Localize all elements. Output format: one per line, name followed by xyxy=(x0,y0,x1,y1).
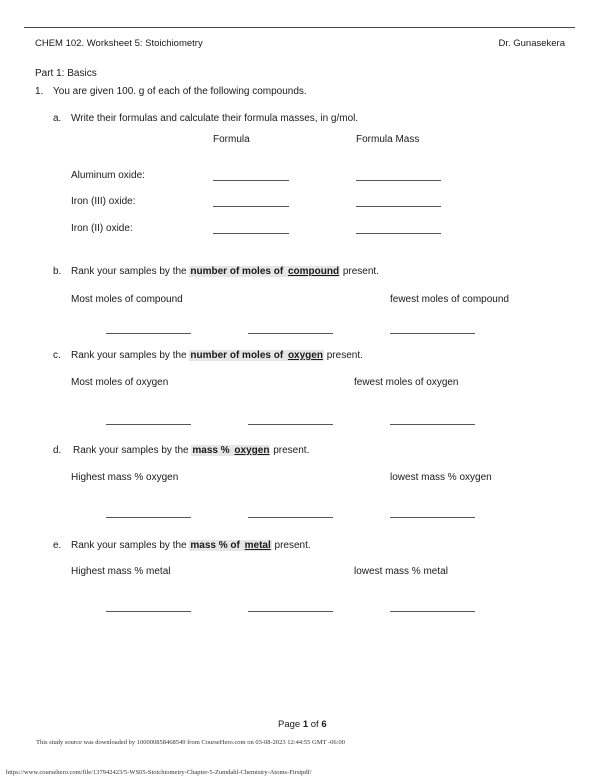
qe-left-label: Highest mass % metal xyxy=(71,566,171,577)
col-mass-header: Formula Mass xyxy=(356,134,420,145)
qc-text xyxy=(71,350,363,361)
qe-label: e. xyxy=(53,540,62,551)
formula-blank-2[interactable] xyxy=(213,206,289,207)
qd-left-label: Highest mass % oxygen xyxy=(71,472,179,483)
qa-text: Write their formulas and calculate their formula masses, in g/mol. xyxy=(71,113,359,124)
qd-rank-blank-1[interactable] xyxy=(106,517,191,518)
qb-pre: Rank your samples by the xyxy=(71,266,190,277)
page-number xyxy=(278,719,327,730)
qd-rank-blank-3[interactable] xyxy=(390,517,475,518)
qa-label: a. xyxy=(53,113,62,124)
source-url[interactable]: https://www.coursehero.com/file/137942423/5-WS05-Stoichiometry-Chapter-5-Zumdahl-Chemistry-Atoms-Firstpdf/ xyxy=(6,769,312,776)
download-notice: This study source was downloaded by 100000858468549 from CourseHero.com on 03-08-2023 12:44:55 GMT -06:00 xyxy=(36,739,345,746)
page-total: 6 xyxy=(321,719,327,730)
qc-rank-blank-3[interactable] xyxy=(390,424,475,425)
qc-post: present. xyxy=(323,350,363,361)
qd-rank-blank-2[interactable] xyxy=(248,517,333,518)
formula-blank-3[interactable] xyxy=(213,233,289,234)
qc-emphasis: number of moles of xyxy=(190,350,286,361)
row-label-iron-ii-oxide: Iron (II) oxide: xyxy=(71,223,133,234)
qe-emphasis: mass % of xyxy=(190,540,243,551)
qc-left-label: Most moles of oxygen xyxy=(71,377,169,388)
row-label-iron-iii-oxide: Iron (III) oxide: xyxy=(71,196,136,207)
formula-blank-1[interactable] xyxy=(213,180,289,181)
qb-emphasis: number of moles of xyxy=(190,266,286,277)
row-label-aluminum-oxide: Aluminum oxide: xyxy=(71,170,145,181)
qc-right-label: fewest moles of oxygen xyxy=(354,377,459,388)
qe-right-label: lowest mass % metal xyxy=(354,566,448,577)
qe-pre: Rank your samples by the xyxy=(71,540,190,551)
qd-emphasis-underlined: oxygen xyxy=(234,445,270,456)
qe-rank-blank-1[interactable] xyxy=(106,611,191,612)
qd-right-label: lowest mass % oxygen xyxy=(390,472,492,483)
qb-rank-blank-1[interactable] xyxy=(106,333,191,334)
header-instructor: Dr. Gunasekera xyxy=(498,38,565,49)
qc-rank-blank-1[interactable] xyxy=(106,424,191,425)
qe-rank-blank-3[interactable] xyxy=(390,611,475,612)
qd-emphasis: mass % xyxy=(192,445,233,456)
qc-emphasis-underlined: oxygen xyxy=(287,350,323,361)
q1-number: 1. xyxy=(35,86,44,97)
qb-emphasis-underlined: compound xyxy=(287,266,340,277)
qd-text xyxy=(73,445,309,456)
qb-left-label: Most moles of compound xyxy=(71,294,183,305)
qe-emphasis-underlined: metal xyxy=(244,540,271,551)
header-top-rule xyxy=(24,27,575,28)
qc-pre: Rank your samples by the xyxy=(71,350,190,361)
qe-post: present. xyxy=(271,540,311,551)
header-course: CHEM 102. Worksheet 5: Stoichiometry xyxy=(35,38,203,49)
qb-rank-blank-3[interactable] xyxy=(390,333,475,334)
qd-pre: Rank your samples by the xyxy=(73,445,192,456)
qe-rank-blank-2[interactable] xyxy=(248,611,333,612)
mass-blank-2[interactable] xyxy=(356,206,441,207)
page-current: 1 xyxy=(302,719,309,730)
qb-label: b. xyxy=(53,266,62,277)
qc-label: c. xyxy=(53,350,61,361)
page-of: of xyxy=(308,719,322,730)
qb-rank-blank-2[interactable] xyxy=(248,333,333,334)
qb-text xyxy=(71,266,379,277)
qd-label: d. xyxy=(53,445,62,456)
qd-post: present. xyxy=(270,445,310,456)
page-prefix: Page xyxy=(278,719,303,730)
qc-rank-blank-2[interactable] xyxy=(248,424,333,425)
mass-blank-1[interactable] xyxy=(356,180,441,181)
q1-text: You are given 100. g of each of the following compounds. xyxy=(53,86,307,97)
qb-post: present. xyxy=(340,266,379,277)
part-title: Part 1: Basics xyxy=(35,68,97,79)
qb-right-label: fewest moles of compound xyxy=(390,294,509,305)
mass-blank-3[interactable] xyxy=(356,233,441,234)
col-formula-header: Formula xyxy=(213,134,250,145)
qe-text xyxy=(71,540,311,551)
